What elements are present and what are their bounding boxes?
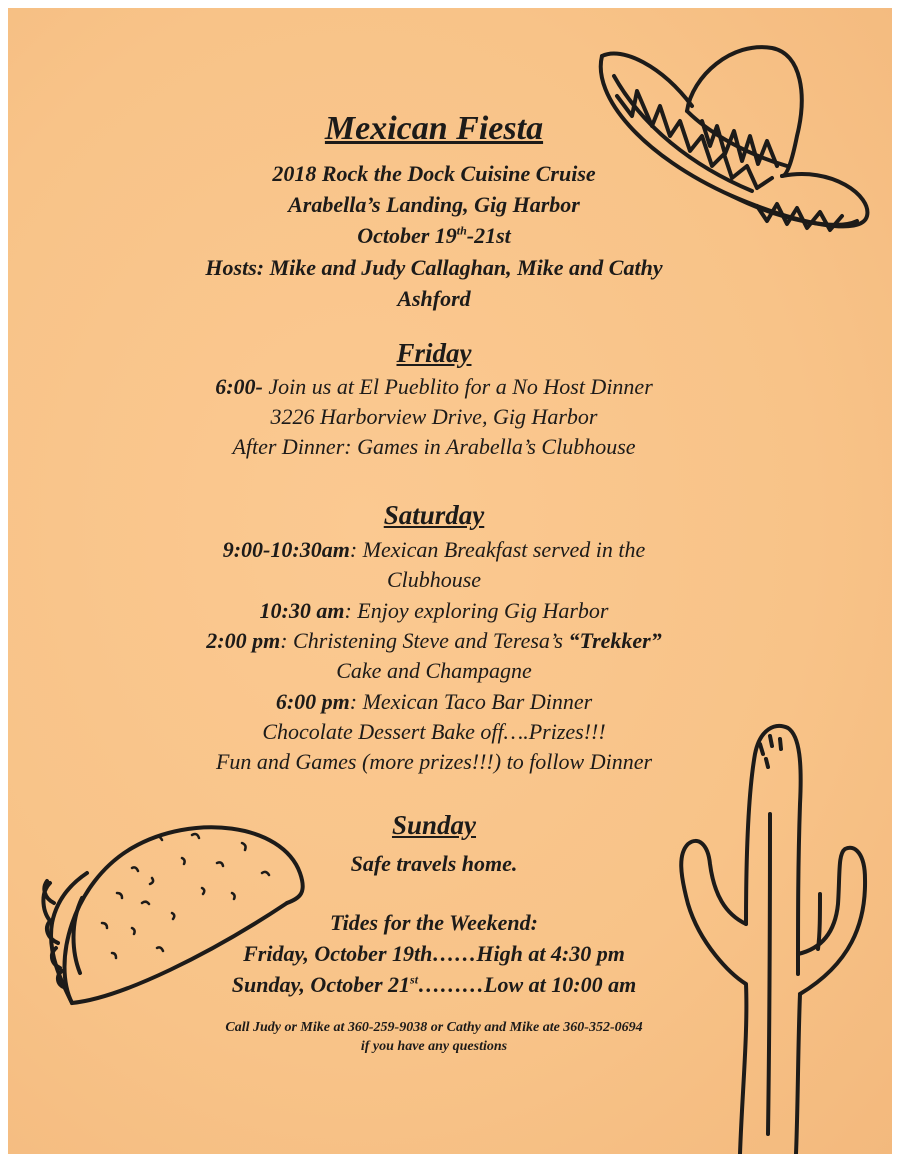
contact-line-1: Call Judy or Mike at 360-259-9038 or Cathy and Mike ate 360-352-0694 <box>225 1020 643 1035</box>
event-name: 2018 Rock the Dock Cuisine Cruise <box>272 161 596 186</box>
hosts-line-1: Hosts: Mike and Judy Callaghan, Mike and Cathy <box>205 255 663 280</box>
hosts-line-2: Ashford <box>397 286 471 311</box>
saturday-item-3: 2:00 pm: Christening Steve and Teresa’s “Trekker” <box>206 628 662 653</box>
saturday-item-4: 6:00 pm: Mexican Taco Bar Dinner <box>275 689 593 714</box>
sunday-item-1: Safe travels home. <box>350 851 518 876</box>
saturday-item-1b: Clubhouse <box>386 567 482 592</box>
saturday-item-4b: Chocolate Dessert Bake off….Prizes!!! <box>262 719 606 744</box>
flyer-paper <box>8 8 892 1154</box>
saturday-item-4c: Fun and Games (more prizes!!!) to follow Dinner <box>215 749 653 774</box>
tides-heading: Tides for the Weekend: <box>330 910 538 935</box>
contact-line-2: if you have any questions <box>360 1039 508 1054</box>
event-dates: October 19th-21st <box>357 223 511 248</box>
friday-item-3: After Dinner: Games in Arabella’s Clubhouse <box>232 434 636 459</box>
sunday-heading: Sunday <box>391 810 477 840</box>
tides-line-1: Friday, October 19th……High at 4:30 pm <box>243 941 625 966</box>
friday-item-2: 3226 Harborview Drive, Gig Harbor <box>270 404 598 429</box>
friday-item-1: 6:00- Join us at El Pueblito for a No Host Dinner <box>215 374 653 399</box>
saturday-item-2: 10:30 am: Enjoy exploring Gig Harbor <box>259 598 609 623</box>
page-title: Mexican Fiesta <box>324 110 544 147</box>
saturday-item-1: 9:00-10:30am: Mexican Breakfast served in the <box>222 537 646 562</box>
friday-heading: Friday <box>396 338 472 368</box>
event-location: Arabella’s Landing, Gig Harbor <box>288 192 580 217</box>
saturday-item-3b: Cake and Champagne <box>336 658 532 683</box>
tides-line-2: Sunday, October 21st………Low at 10:00 am <box>231 972 637 997</box>
saturday-heading: Saturday <box>383 500 485 530</box>
